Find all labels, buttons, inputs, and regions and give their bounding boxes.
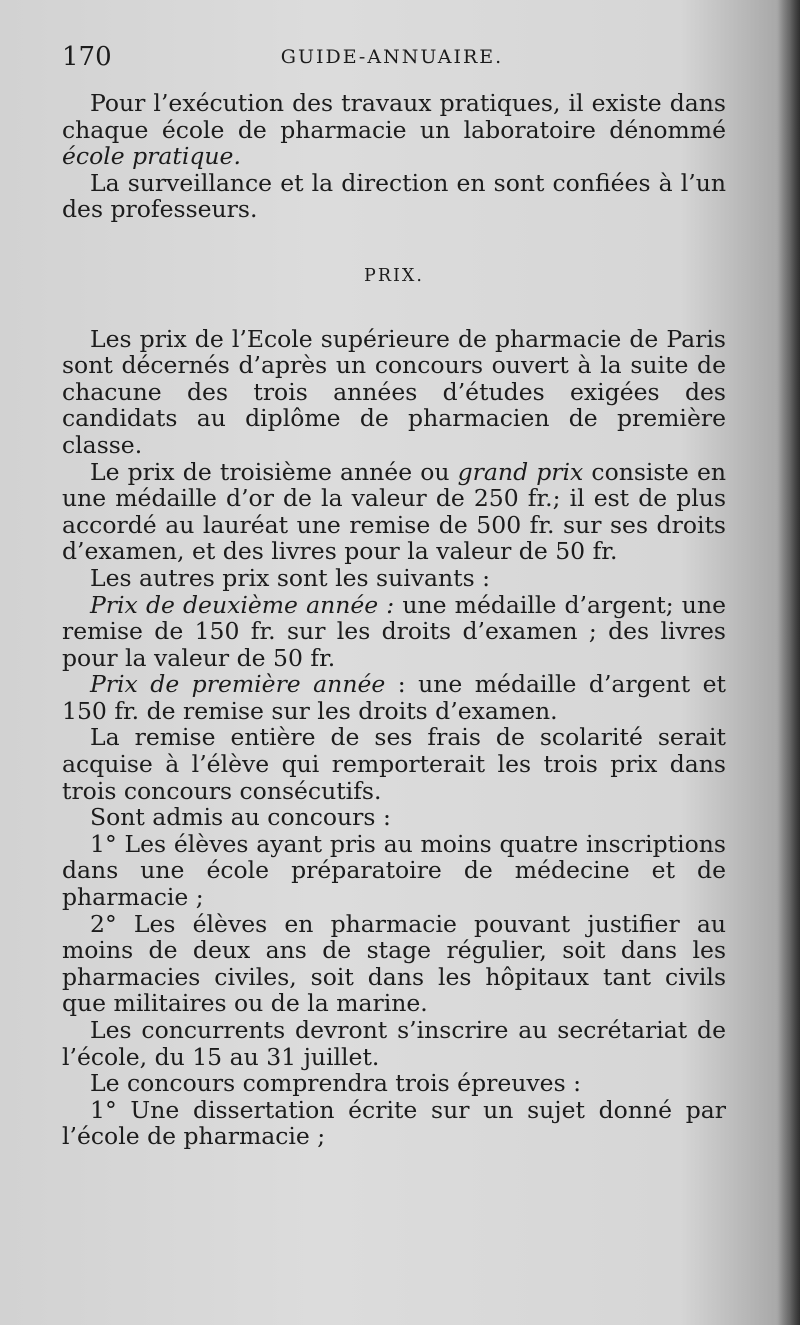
paragraph: La remise entière de ses frais de scolarité serait acquise à l’élève qui remporterait les trois prix dans trois concours consécutifs.: [62, 723, 726, 805]
page-number: 170: [62, 42, 112, 72]
running-title: GUIDE-ANNUAIRE.: [280, 46, 504, 68]
paragraph: 1° Une dissertation écrite sur un sujet donné par l’école de pharmacie ;: [62, 1095, 726, 1151]
paragraph: 1° Les élèves ayant pris au moins quatre inscriptions dans une école préparatoire de médecine et de pharmacie ;: [62, 829, 726, 912]
paragraph-text: une médaille d’argent; une remise de 150 fr. sur les droits d’examen ; des livres pour la valeur de 50 fr.: [62, 590, 726, 672]
italic-term: grand prix: [457, 457, 584, 486]
page-edge-shadow: [778, 0, 800, 1325]
paragraph: [62, 459, 726, 565]
paragraph: Les prix de l’Ecole supérieure de pharmacie de Paris sont décernés d’après un concours ouvert à la suite de chacune des trois années d’études exigées des candidats au diplôme de pharmacien de première classe.: [62, 324, 726, 459]
page-header: [62, 42, 722, 76]
paragraph-text: consiste en une médaille d’or de la valeur de 250 fr.; il est de plus accordé au lauréat une remise de 500 fr. sur ses droits d’examen, et des livres pour la valeur de 50 fr.: [62, 457, 726, 566]
paragraph-text: Pour l’exécution des travaux pratiques, il existe dans chaque école de pharmacie un laboratoire dénommé: [62, 89, 726, 144]
section-heading: PRIX.: [364, 265, 424, 286]
paragraph: 2° Les élèves en pharmacie pouvant justifier au moins de deux ans de stage régulier, soit dans les pharmacies civiles, soit dans les hôpitaux tant civils que militaires ou de la marine.: [62, 909, 726, 1018]
paragraph: Les concurrents devront s’inscrire au secrétariat de l’école, du 15 au 31 juillet.: [62, 1016, 726, 1071]
paragraph: Le concours comprendra trois épreuves :: [90, 1069, 582, 1098]
paragraph: Sont admis au concours :: [90, 803, 391, 832]
paragraph: [62, 592, 726, 672]
italic-term: Prix de première année: [90, 670, 386, 699]
paragraph: [62, 90, 726, 170]
body-text: [62, 90, 726, 1150]
paragraph: La surveillance et la direction en sont confiées à l’un des professeurs.: [62, 168, 726, 224]
paragraph-text: : une médaille d’argent et 150 fr. de remise sur les droits d’examen.: [62, 670, 727, 725]
italic-term: école pratique.: [62, 142, 241, 171]
paragraph: [62, 671, 726, 724]
italic-term: Prix de deuxième année :: [90, 590, 395, 619]
paragraph: Les autres prix sont les suivants :: [90, 563, 491, 592]
paragraph-text: Le prix de troisième année ou: [90, 457, 458, 486]
